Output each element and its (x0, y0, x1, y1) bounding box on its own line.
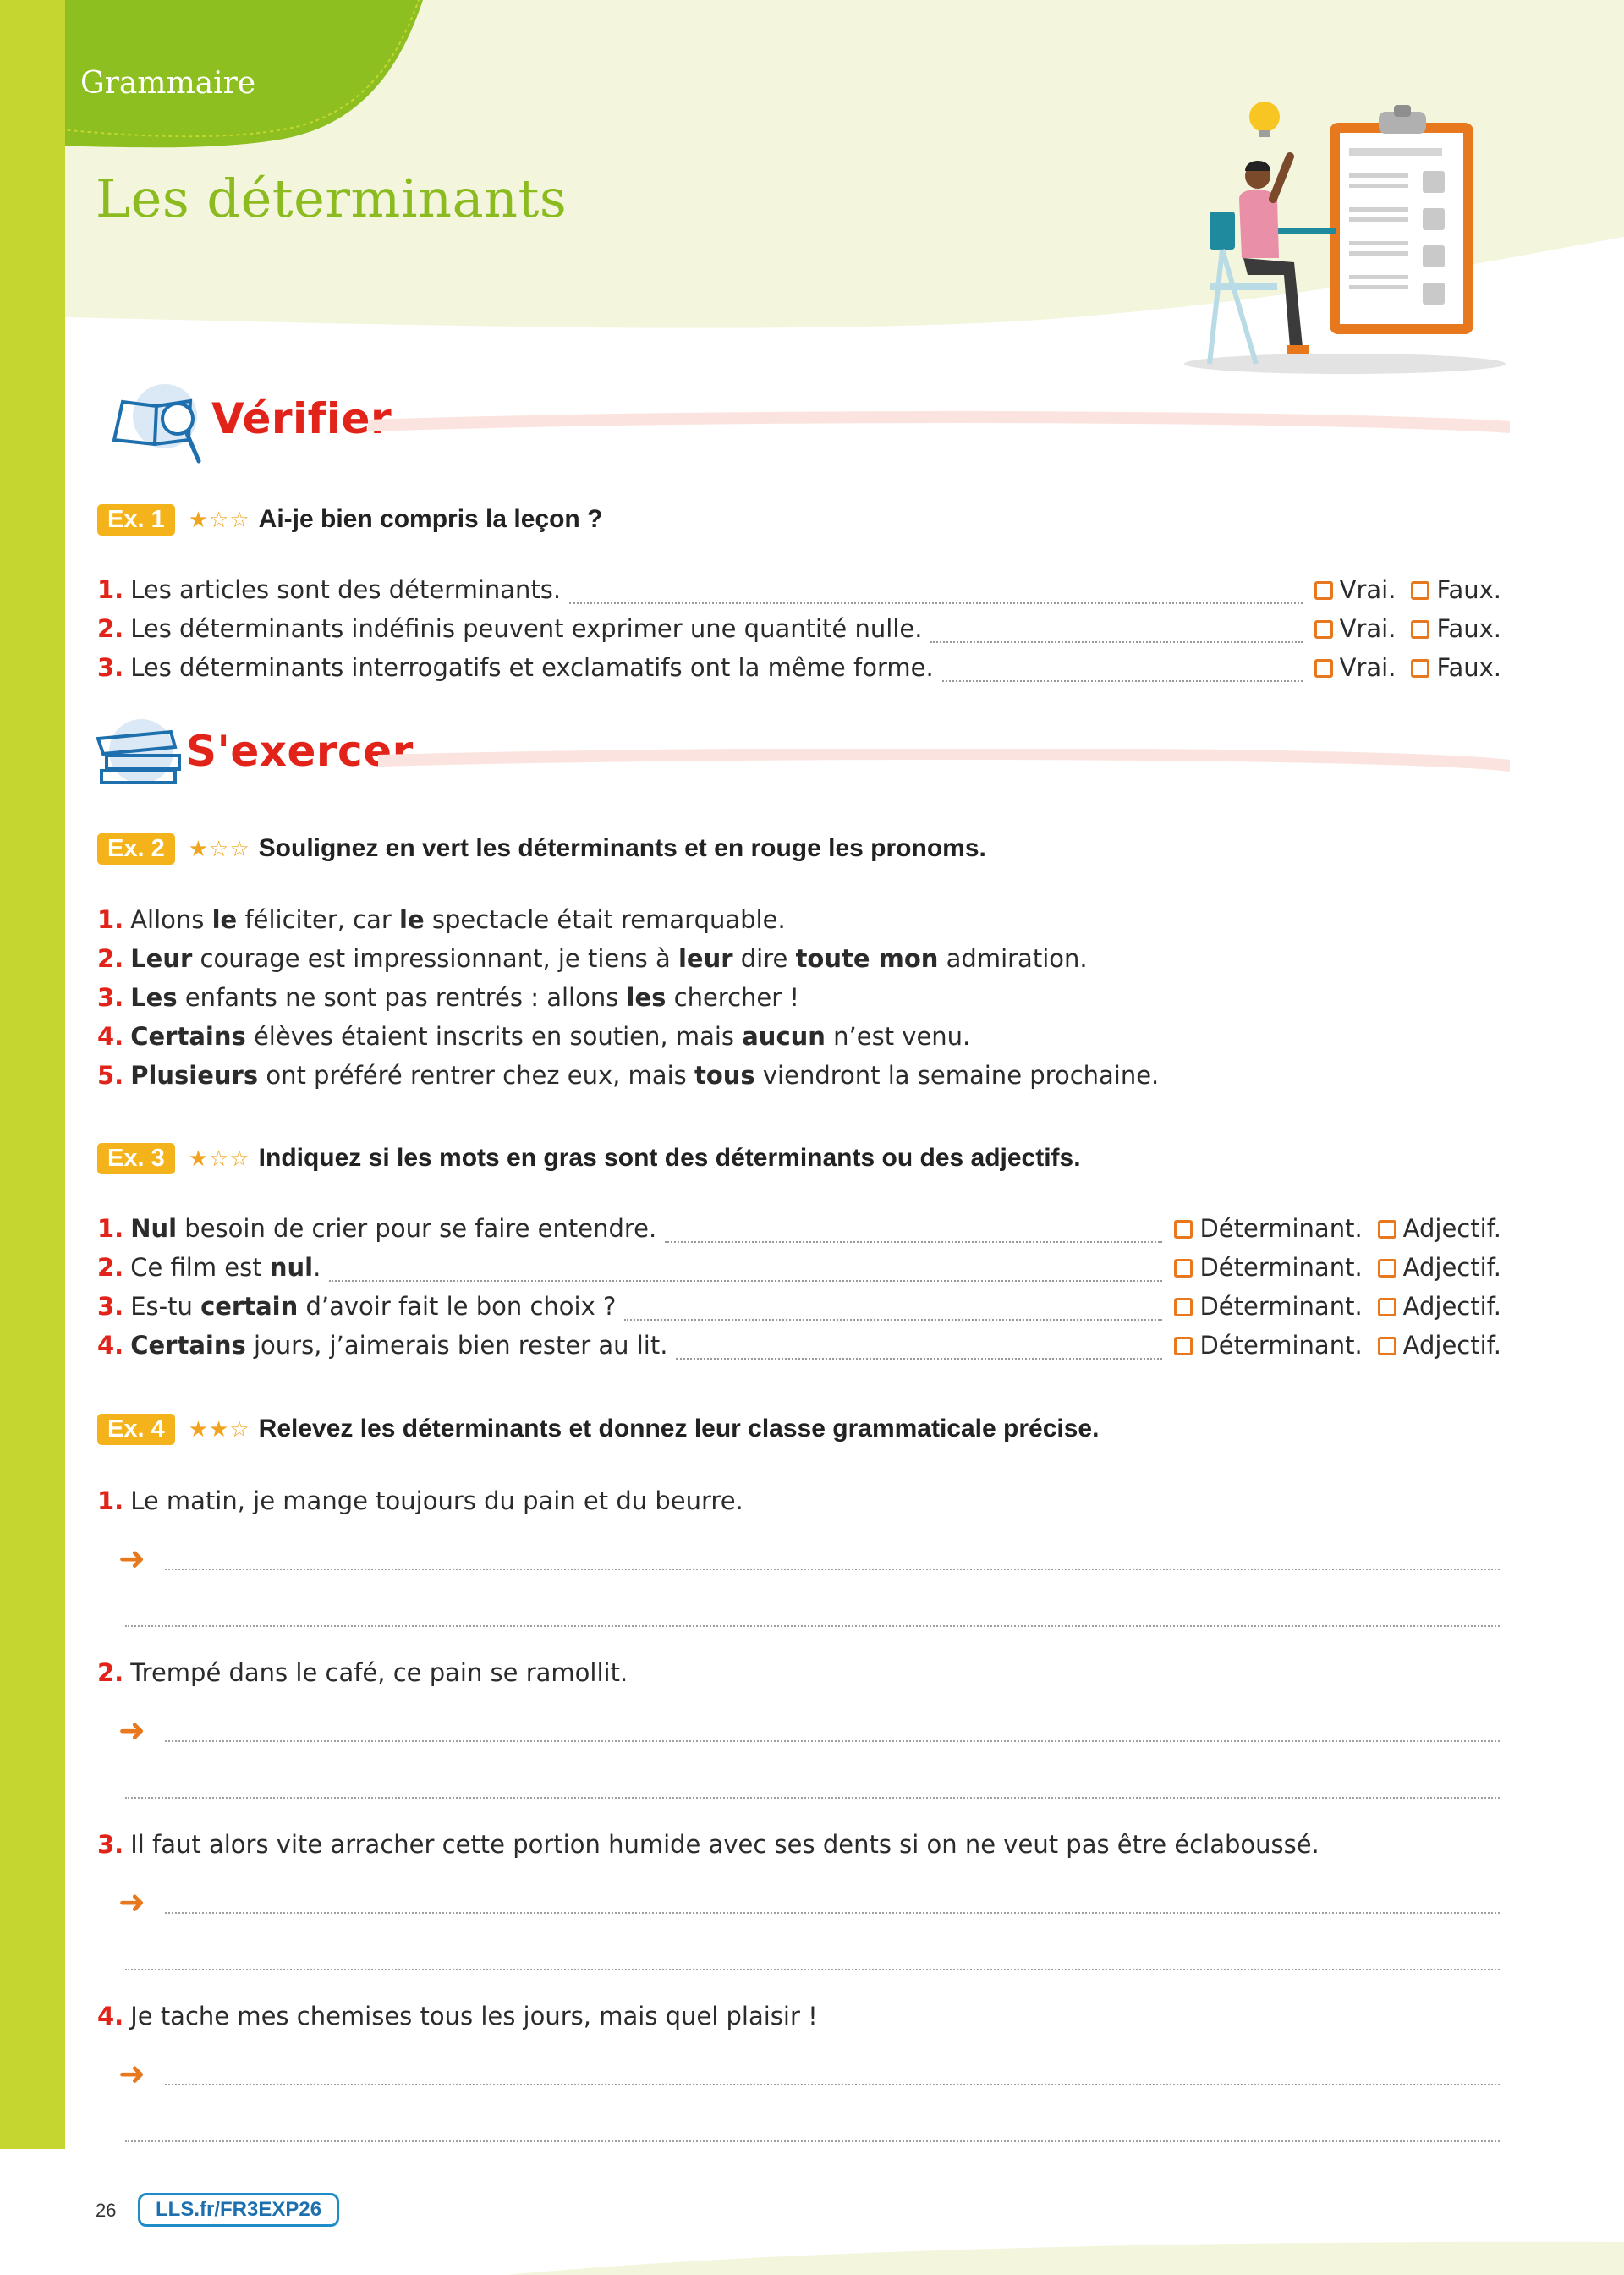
checkbox-faux[interactable] (1411, 581, 1429, 600)
section-verifier (106, 381, 1510, 465)
arrow-right-icon: ➜ (118, 2055, 145, 2092)
answer-line[interactable] (165, 1911, 1500, 1914)
ex4-item: 2. Trempé dans le café, ce pain se ramollit. (97, 1658, 628, 1687)
checkbox-vrai[interactable] (1314, 581, 1333, 600)
ex3-title: Indiquez si les mots en gras sont des déterminants ou des adjectifs. (258, 1144, 1081, 1172)
student-clipboard-illustration (1176, 93, 1514, 381)
checkbox-faux[interactable] (1411, 620, 1429, 639)
page-number: 26 (96, 2200, 117, 2221)
ex1-choices: Vrai. Faux. (1314, 575, 1501, 604)
books-stack-icon (95, 713, 192, 789)
ex3-choices: Déterminant. Adjectif. (1174, 1331, 1501, 1360)
ex4-item: 4. Je tache mes chemises tous les jours, mais quel plaisir ! (97, 2002, 818, 2030)
ex3-item: 2. Ce film est nul. Déterminant. Adjectif. (97, 1253, 1501, 1282)
checkbox-determinant[interactable] (1174, 1337, 1193, 1355)
section-divider (378, 749, 1510, 774)
answer-line[interactable] (125, 1968, 1500, 1970)
ex1-choices: Vrai. Faux. (1314, 653, 1501, 682)
ex4-header (97, 1412, 1099, 1446)
checkbox-vrai[interactable] (1314, 620, 1333, 639)
checkbox-adjectif[interactable] (1378, 1337, 1396, 1355)
ex3-choices: Déterminant. Adjectif. (1174, 1214, 1501, 1243)
ex2-header (97, 832, 986, 865)
arrow-right-icon: ➜ (118, 1540, 145, 1577)
ex1-title: Ai-je bien compris la leçon ? (258, 505, 603, 533)
arrow-right-icon: ➜ (118, 1883, 145, 1921)
ex4-item: 1. Le matin, je mange toujours du pain et du beurre. (97, 1486, 743, 1515)
answer-line[interactable] (165, 2083, 1500, 2085)
answer-line[interactable] (125, 1796, 1500, 1799)
ex2-item: 4. Certains élèves étaient inscrits en soutien, mais aucun n’est venu. (97, 1022, 971, 1051)
checkbox-adjectif[interactable] (1378, 1298, 1396, 1316)
ex3-difficulty-stars: ★☆☆ (188, 1145, 250, 1171)
ex3-header (97, 1141, 1081, 1175)
ex2-item: 2. Leur courage est impressionnant, je tiens à leur dire toute mon admiration. (97, 944, 1088, 973)
checkbox-vrai[interactable] (1314, 659, 1333, 678)
ex1-item: 1. Les articles sont des déterminants. Vrai. Faux. (97, 575, 1501, 604)
checkbox-determinant[interactable] (1174, 1220, 1193, 1239)
checkbox-adjectif[interactable] (1378, 1259, 1396, 1278)
section-title-sexercer: S'exercer (186, 727, 414, 776)
ex1-choices: Vrai. Faux. (1314, 614, 1501, 643)
ex4-title: Relevez les déterminants et donnez leur classe grammaticale précise. (258, 1415, 1100, 1442)
ex2-item: 1. Allons le féliciter, car le spectacle était remarquable. (97, 905, 786, 934)
ex3-item: 1. Nul besoin de crier pour se faire entendre. Déterminant. Adjectif. (97, 1214, 1501, 1243)
section-sexercer (95, 713, 1510, 798)
book-magnifier-icon (106, 381, 211, 465)
checkbox-adjectif[interactable] (1378, 1220, 1396, 1239)
checkbox-determinant[interactable] (1174, 1298, 1193, 1316)
ex1-badge: Ex. 1 (97, 504, 175, 536)
ex2-difficulty-stars: ★☆☆ (188, 835, 250, 861)
ex3-item: 3. Es-tu certain d’avoir fait le bon choix ? Déterminant. Adjectif. (97, 1292, 1501, 1321)
ex1-item: 2. Les déterminants indéfinis peuvent exprimer une quantité nulle. Vrai. Faux. (97, 614, 1501, 643)
ex3-badge: Ex. 3 (97, 1143, 175, 1174)
left-accent-bar (0, 0, 65, 2149)
ex4-badge: Ex. 4 (97, 1414, 175, 1445)
ex1-header (97, 503, 602, 536)
section-label: Grammaire (80, 66, 256, 101)
page-title: Les déterminants (96, 168, 568, 229)
checkbox-faux[interactable] (1411, 659, 1429, 678)
ex4-item: 3. Il faut alors vite arracher cette portion humide avec ses dents si on ne veut pas être éclaboussé. (97, 1830, 1320, 1859)
section-divider (368, 410, 1510, 436)
ex2-item: 3. Les enfants ne sont pas rentrés : allons les chercher ! (97, 983, 800, 1012)
checkbox-determinant[interactable] (1174, 1259, 1193, 1278)
resource-link[interactable]: LLS.fr/FR3EXP26 (138, 2193, 339, 2227)
ex2-title: Soulignez en vert les déterminants et en rouge les pronoms. (258, 834, 986, 862)
arrow-right-icon: ➜ (118, 1712, 145, 1749)
ex3-item: 4. Certains jours, j’aimerais bien rester au lit. Déterminant. Adjectif. (97, 1331, 1501, 1360)
ex3-choices: Déterminant. Adjectif. (1174, 1253, 1501, 1282)
answer-line[interactable] (125, 2140, 1500, 2142)
answer-line[interactable] (165, 1568, 1500, 1570)
section-title-verifier: Vérifier (211, 394, 392, 443)
ex2-item: 5. Plusieurs ont préféré rentrer chez eux, mais tous viendront la semaine prochaine. (97, 1061, 1160, 1090)
ex1-item: 3. Les déterminants interrogatifs et exclamatifs ont la même forme. Vrai. Faux. (97, 653, 1501, 682)
answer-line[interactable] (165, 1739, 1500, 1742)
ex2-badge: Ex. 2 (97, 833, 175, 865)
ex1-difficulty-stars: ★☆☆ (188, 506, 250, 532)
answer-line[interactable] (125, 1624, 1500, 1627)
ex3-choices: Déterminant. Adjectif. (1174, 1292, 1501, 1321)
footer-wave (0, 2234, 1624, 2275)
ex4-difficulty-stars: ★★☆ (188, 1415, 250, 1442)
